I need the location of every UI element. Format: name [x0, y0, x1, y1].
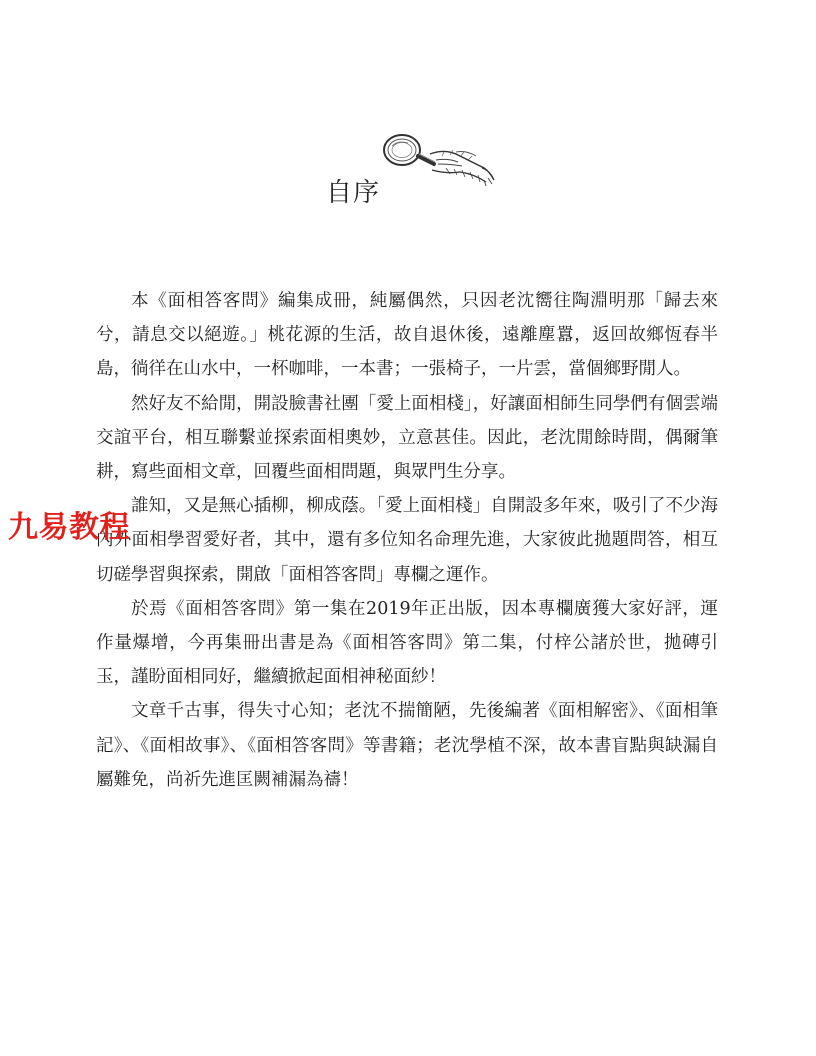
paragraph-3: 誰知，又是無心插柳，柳成蔭。「愛上面相棧」自開設多年來，吸引了不少海內外面相學習愛好者，其中，還有多位知名命理先進，大家彼此拋題問答，相互切磋學習與探索，開啟「面相答客問」專欄之運作。	[96, 496, 718, 585]
watermark-text: 九易教程	[8, 510, 130, 545]
magnifying-glass-with-hand-icon	[376, 128, 500, 190]
paragraph-5: 文章千古事，得失寸心知；老沈不揣簡陋，先後編著《面相解密》、《面相筆記》、《面相故事》、《面相答客問》等書籍；老沈學植不深，故本書盲點與缺漏自屬難免，尚祈先進匡闕補漏為禱！	[96, 701, 718, 790]
paragraph-4: 於焉《面相答客問》第一集在2019年正出版，因本專欄廣獲大家好評，運作量爆增，今再集冊出書是為《面相答客問》第二集，付梓公諸於世，拋磚引玉，謹盼面相同好，繼續掀起面相神秘面紗！	[96, 598, 718, 688]
page-title: 自序	[326, 178, 381, 208]
paragraph-1: 本《面相答客問》編集成冊，純屬偶然，只因老沈嚮往陶淵明那「歸去來兮，請息交以絕遊。」桃花源的生活，故自退休後，遠離塵囂，返回故鄉恆春半島，徜徉在山水中，一杯咖啡，一本書；一張椅子，一片雲，當個鄉野閒人。	[96, 291, 718, 380]
paragraph-2: 然好友不給閒，開設臉書社團「愛上面相棧」，好讓面相師生同學們有個雲端交誼平台，相互聯繫並探索面相奧妙，立意甚佳。因此，老沈閒餘時間，偶爾筆耕，寫些面相文章，回覆些面相問題，與眾門生分享。	[96, 393, 718, 483]
preface-body	[96, 284, 718, 797]
